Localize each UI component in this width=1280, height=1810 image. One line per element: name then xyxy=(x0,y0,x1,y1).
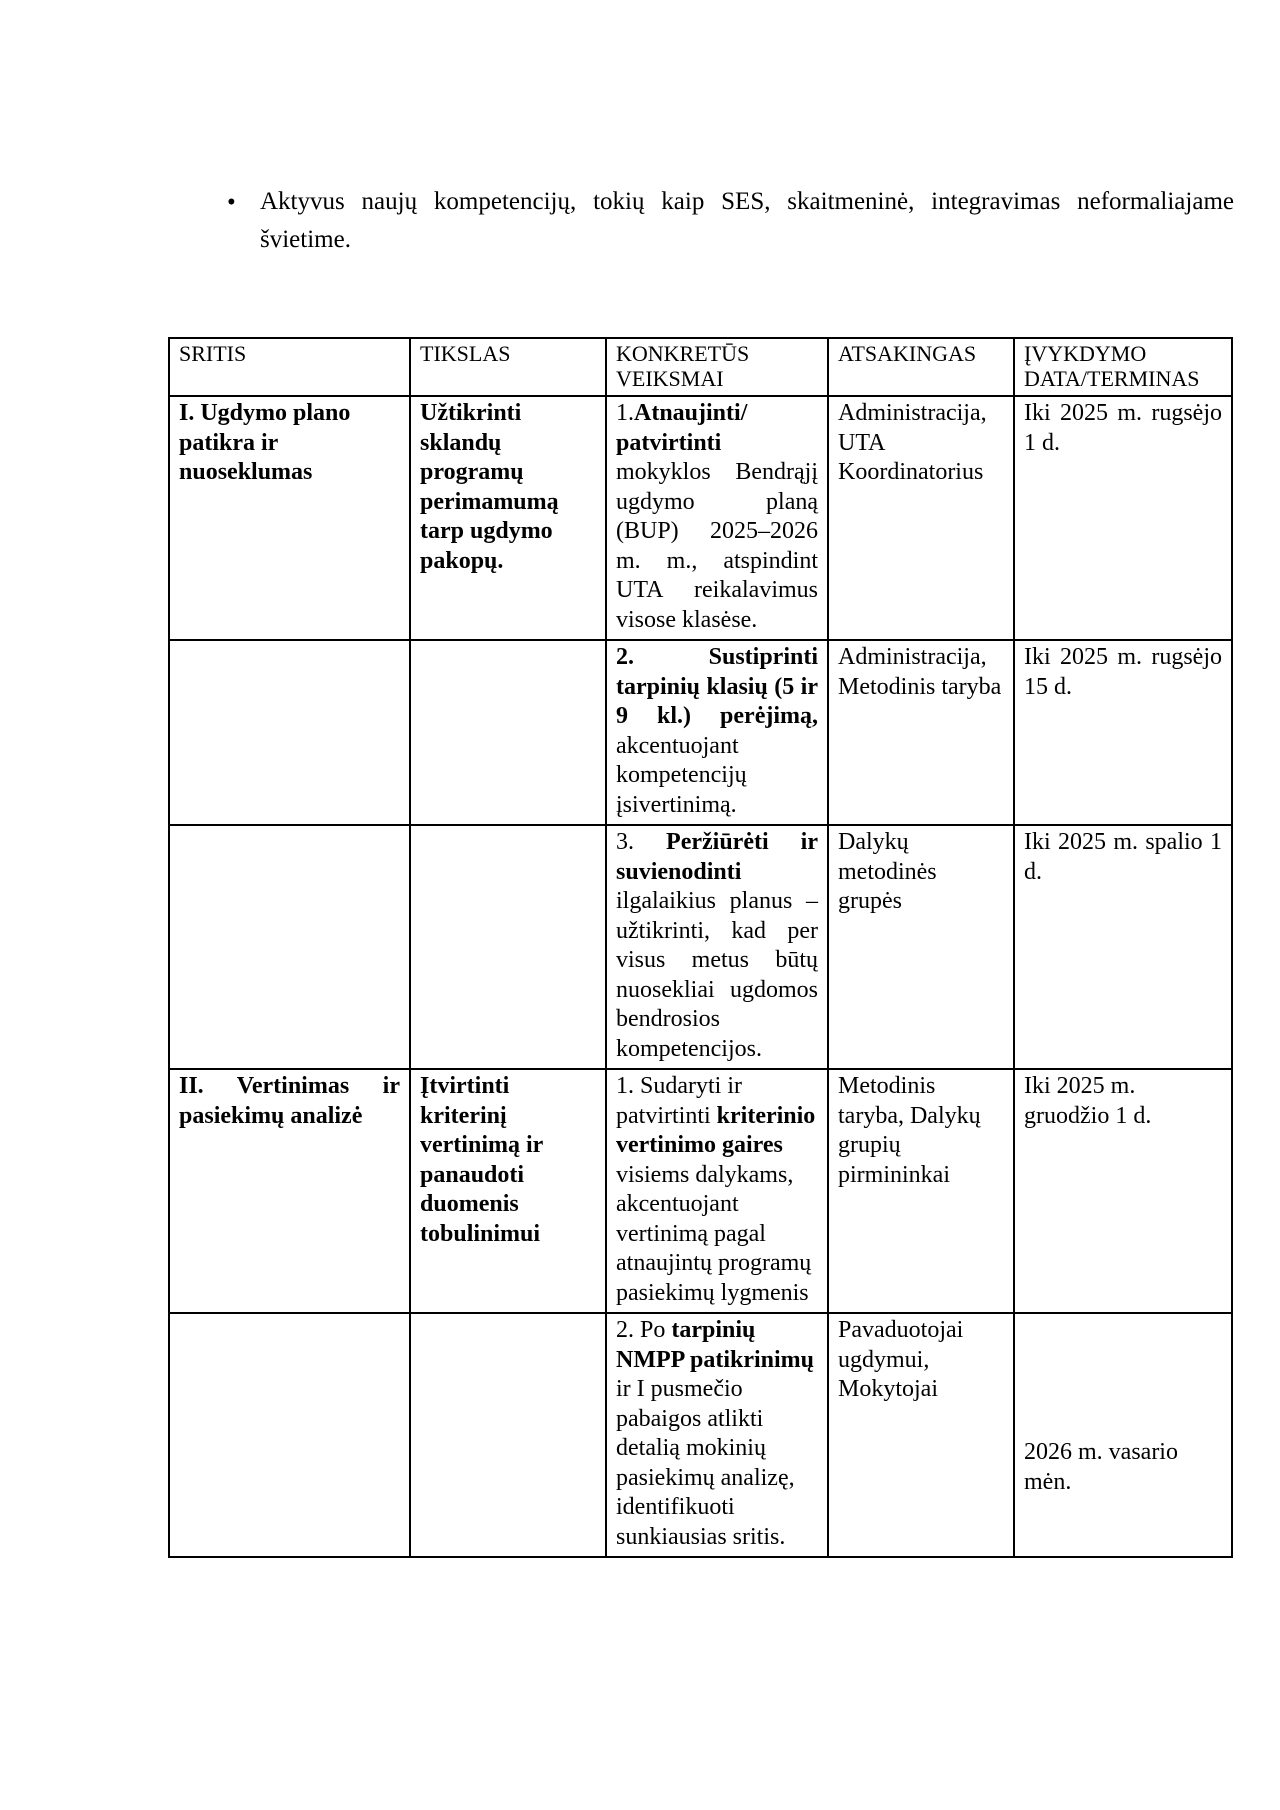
cell-veiksmai: 2. Po tarpinių NMPP patikrinimų ir I pusmečio pabaigos atlikti detalią mokinių pasiekimų analizę, identifikuoti sunkiausias sritis. xyxy=(606,1313,828,1557)
table-row xyxy=(169,1313,1232,1557)
cell-terminas: Iki 2025 m. gruodžio 1 d. xyxy=(1014,1069,1232,1313)
bullet-icon: • xyxy=(227,189,236,216)
bullet-paragraph xyxy=(227,183,1234,259)
cell-atsakingas: Dalykų metodinės grupės xyxy=(828,825,1014,1069)
table-row xyxy=(169,825,1232,1069)
plan-table xyxy=(168,337,1233,1558)
cell-veiksmai: 1. Sudaryti ir patvirtinti kriterinio vertinimo gaires visiems dalykams, akcentuojant vertinimą pagal atnaujintų programų pasiekimų lygmenis xyxy=(606,1069,828,1313)
cell-sritis: I. Ugdymo plano patikra ir nuoseklumas xyxy=(169,396,410,640)
cell-sritis-empty xyxy=(169,825,410,1069)
cell-tikslas: Užtikrinti sklandų programų perimamumą tarp ugdymo pakopų. xyxy=(410,396,606,640)
table-header-row xyxy=(169,338,1232,396)
cell-terminas: 2026 m. vasario mėn. xyxy=(1014,1313,1232,1557)
cell-sritis-empty xyxy=(169,1313,410,1557)
header-cell-tikslas: TIKSLAS xyxy=(410,338,606,396)
table-row xyxy=(169,640,1232,825)
cell-veiksmai: 3. Peržiūrėti ir suvienodinti ilgalaikius planus – užtikrinti, kad per visus metus būtų nuosekliai ugdomos bendrosios kompetencijos. xyxy=(606,825,828,1069)
cell-veiksmai: 2. Sustiprinti tarpinių klasių (5 ir 9 kl.) perėjimą, akcentuojant kompetencijų įsivertinimą. xyxy=(606,640,828,825)
cell-atsakingas: Pavaduotojai ugdymui, Mokytojai xyxy=(828,1313,1014,1557)
header-cell-atsakingas: ATSAKINGAS xyxy=(828,338,1014,396)
table-row xyxy=(169,1069,1232,1313)
cell-terminas: Iki 2025 m. rugsėjo 15 d. xyxy=(1014,640,1232,825)
cell-terminas: Iki 2025 m. spalio 1 d. xyxy=(1014,825,1232,1069)
header-cell-sritis: SRITIS xyxy=(169,338,410,396)
table-row xyxy=(169,396,1232,640)
bullet-text: Aktyvus naujų kompetencijų, tokių kaip SES, skaitmeninė, integravimas neformaliajame švietime. xyxy=(260,188,1234,253)
cell-tikslas-empty xyxy=(410,640,606,825)
cell-tikslas-empty xyxy=(410,825,606,1069)
cell-sritis: II. Vertinimas ir pasiekimų analizė xyxy=(169,1069,410,1313)
cell-tikslas-empty xyxy=(410,1313,606,1557)
cell-atsakingas: Administracija, Metodinis taryba xyxy=(828,640,1014,825)
header-cell-konkretus-veiksmai: KONKRETŪS VEIKSMAI xyxy=(606,338,828,396)
header-cell-ivykdymo-data: ĮVYKDYMO DATA/TERMINAS xyxy=(1014,338,1232,396)
cell-tikslas: Įtvirtinti kriterinį vertinimą ir panaudoti duomenis tobulinimui xyxy=(410,1069,606,1313)
cell-veiksmai: 1.Atnaujinti/ patvirtinti mokyklos Bendrąjį ugdymo planą (BUP) 2025–2026 m. m., atspindint UTA reikalavimus visose klasėse. xyxy=(606,396,828,640)
cell-sritis-empty xyxy=(169,640,410,825)
cell-atsakingas: Metodinis taryba, Dalykų grupių pirmininkai xyxy=(828,1069,1014,1313)
cell-atsakingas: Administracija, UTA Koordinatorius xyxy=(828,396,1014,640)
cell-terminas: Iki 2025 m. rugsėjo 1 d. xyxy=(1014,396,1232,640)
